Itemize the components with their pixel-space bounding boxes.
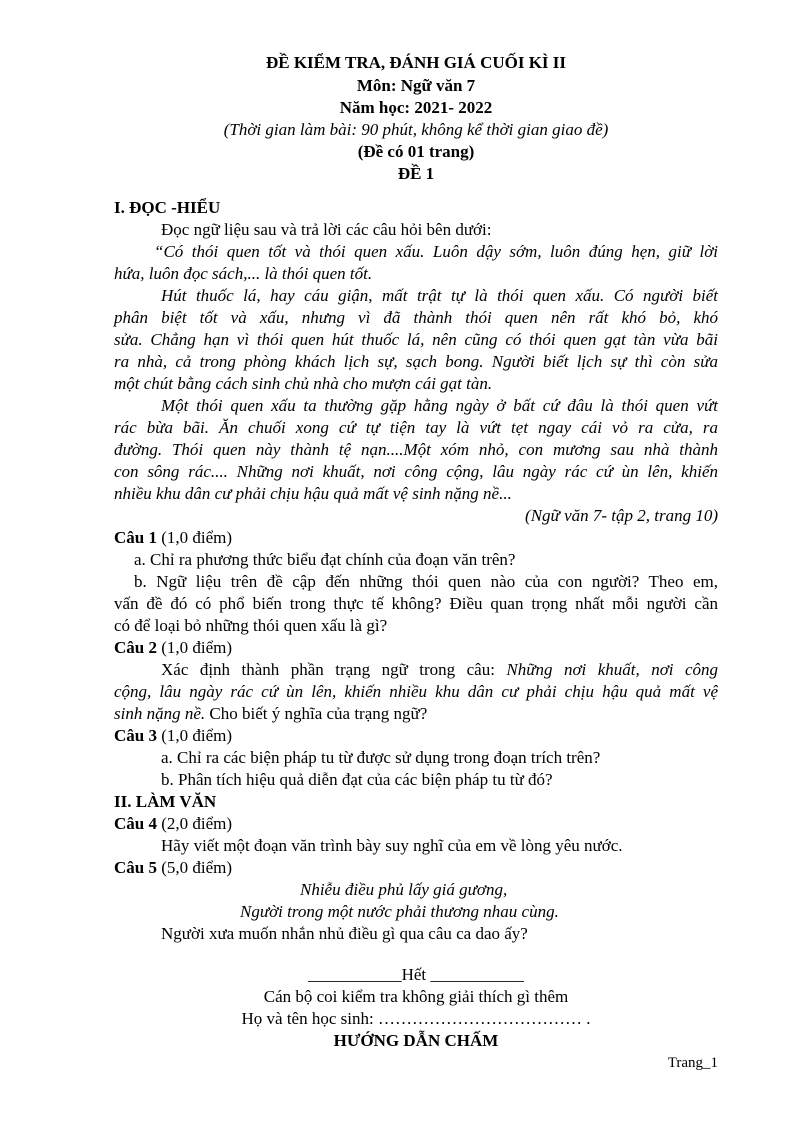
question-2-prompt-end: Cho biết ý nghĩa của trạng ngữ?	[205, 704, 428, 723]
question-2-quote: sinh nặng nề.	[114, 704, 206, 723]
question-2-points: (1,0 điểm)	[156, 638, 233, 657]
question-1-b-cont: vấn đề đó có phổ biến trong thực tế không? Điều quan trọng nhất mỗi người cần	[114, 594, 718, 613]
question-3-label: Câu 3	[114, 726, 157, 745]
question-5-text: Người xưa muốn nhắn nhủ điều gì qua câu ca dao ấy?	[161, 924, 528, 943]
exam-time: (Thời gian làm bài: 90 phút, không kể thời gian giao đề)	[223, 120, 609, 139]
question-5-points: (5,0 điểm)	[156, 858, 233, 877]
passage-line: phân biệt tốt và xấu, nhưng vì đã thành thói quen nên rất khó bỏ, khó	[114, 308, 718, 327]
question-2-text-end	[114, 703, 718, 725]
passage-line: sửa. Chẳng hạn vì thói quen hút thuốc lá, nên cũng có thói quen gạt tàn vừa bãi	[114, 330, 718, 349]
passage-line: ra nhà, cả trong phòng khách lịch sự, sạch bong. Người biết lịch sự thì còn sửa	[114, 352, 718, 371]
question-1-b-cont: có để loại bỏ những thói quen xấu là gì?	[114, 616, 388, 635]
question-3-header	[114, 725, 718, 747]
passage-line: một chút bằng cách sinh chủ nhà cho mượn cái gạt tàn.	[114, 374, 493, 393]
page-number: Trang_1	[667, 1055, 718, 1071]
question-3-points: (1,0 điểm)	[156, 726, 233, 745]
exam-subject: Môn: Ngữ văn 7	[356, 76, 476, 95]
question-2-header	[114, 637, 718, 659]
passage-line: Một thói quen xấu ta thường gặp hằng ngày ở bất cứ đâu là thói quen vứt	[161, 396, 718, 415]
question-4-text: Hãy viết một đoạn văn trình bày suy nghĩ của em về lòng yêu nước.	[161, 836, 623, 855]
question-4-points: (2,0 điểm)	[156, 814, 233, 833]
question-3-b: b. Phân tích hiệu quả diễn đạt của các biện pháp tu từ đó?	[161, 770, 553, 789]
question-3-a: a. Chỉ ra các biện pháp tu từ được sử dụng trong đoạn trích trên?	[161, 748, 601, 767]
question-5-verse-2: Người trong một nước phải thương nhau cùng.	[240, 902, 559, 921]
exam-page-count: (Đề có 01 trang)	[357, 142, 475, 161]
question-2-quote: cộng, lâu ngày rác cứ ùn lên, khiến nhiều khu dân cư phải chịu hậu quả mất vệ	[114, 682, 718, 701]
question-1-points: (1,0 điểm)	[156, 528, 233, 547]
section-heading-writing: II. LÀM VĂN	[114, 792, 217, 811]
end-marker: ___________Hết ___________	[308, 965, 524, 984]
question-5-verse-1: Nhiễu điều phủ lấy giá gương,	[300, 880, 508, 899]
exam-code: ĐỀ 1	[397, 164, 435, 183]
question-1-header	[114, 527, 718, 549]
passage-line: con sông rác.... Những nơi khuất, nơi công cộng, lâu ngày rác cứ ùn lên, khiến	[114, 462, 718, 481]
passage-line: hứa, luôn đọc sách,... là thói quen tốt.	[114, 264, 373, 283]
question-1-label: Câu 1	[114, 528, 157, 547]
question-2-text	[114, 659, 718, 681]
passage-line: “Có thói quen tốt và thói quen xấu. Luôn dậy sớm, luôn đúng hẹn, giữ lời	[154, 242, 718, 261]
question-2-quote: Những nơi khuất, nơi công	[506, 660, 718, 679]
question-1-b: b. Ngữ liệu trên đề cập đến những thói quen nào của con người? Theo em,	[134, 572, 718, 591]
passage-source: (Ngữ văn 7- tập 2, trang 10)	[525, 506, 718, 525]
question-5-header	[114, 857, 718, 879]
passage-line: rác bừa bãi. Ăn chuối xong cứ tự tiện tay là vứt tẹt ngay cái vỏ ra cửa, ra	[114, 418, 718, 437]
passage-line: Hút thuốc lá, hay cáu giận, mất trật tự là thói quen xấu. Có người biết	[161, 286, 718, 305]
passage-line: đường. Thói quen này thành tệ nạn....Một xóm nhỏ, con mương sau nhà thành	[114, 440, 718, 459]
passage-line: nhiều khu dân cư phải chịu hậu quả mất vệ sinh nặng nề...	[114, 484, 512, 503]
exam-year: Năm học: 2021- 2022	[339, 98, 493, 117]
reading-instruction: Đọc ngữ liệu sau và trả lời các câu hỏi bên dưới:	[161, 220, 492, 239]
grading-guide-heading: HƯỚNG DẪN CHẤM	[333, 1031, 499, 1050]
question-1-a: a. Chỉ ra phương thức biểu đạt chính của đoạn văn trên?	[134, 550, 516, 569]
question-2-label: Câu 2	[114, 638, 157, 657]
section-heading-reading: I. ĐỌC -HIỂU	[114, 198, 221, 217]
student-name-line: Họ và tên học sinh: ……………………………… .	[241, 1009, 591, 1028]
question-5-label: Câu 5	[114, 858, 157, 877]
question-2-prompt: Xác định thành phần trạng ngữ trong câu:	[161, 660, 507, 679]
question-4-header	[114, 813, 718, 835]
exam-title: ĐỀ KIỂM TRA, ĐÁNH GIÁ CUỐI KÌ II	[265, 53, 567, 72]
proctor-note: Cán bộ coi kiểm tra không giải thích gì thêm	[263, 987, 569, 1006]
question-4-label: Câu 4	[114, 814, 157, 833]
